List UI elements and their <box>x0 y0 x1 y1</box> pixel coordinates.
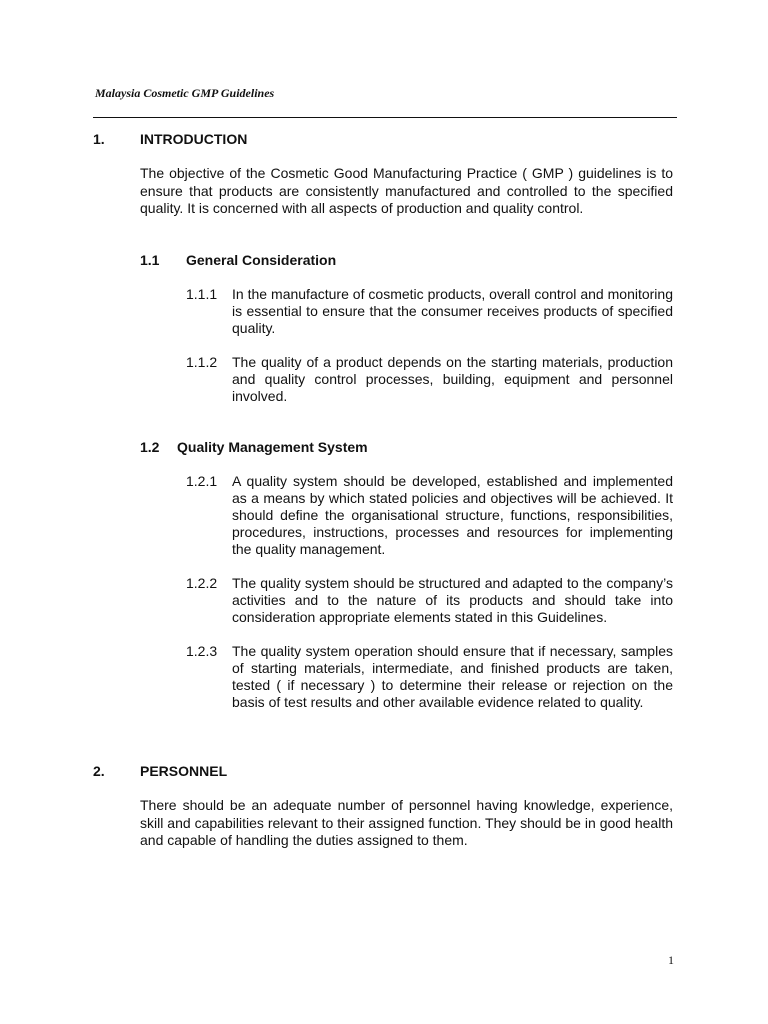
item-number: 1.2.3 <box>186 643 218 659</box>
item-text: The quality system operation should ensure that if necessary, samples of starting materials, intermediate, and finished products are taken, tested ( if necessary ) to determine their release or rejection on the basis of test results and other available evidence related to quality. <box>232 643 673 710</box>
item-text: In the manufacture of cosmetic products, overall control and monitoring is essential to ensure that the consumer receives products of specified quality. <box>232 286 673 336</box>
item-text: A quality system should be developed, established and implemented as a means by which stated policies and objectives will be achieved. It should define the organisational structure, functions, responsibilities, procedures, instructions, processes and resources for implementing the quality management. <box>232 473 673 557</box>
section-title-personnel: PERSONNEL <box>140 763 228 779</box>
section-number-introduction: 1. <box>93 131 105 147</box>
personnel-paragraph: There should be an adequate number of personnel having knowledge, experience, skill and capabilities relevant to their assigned function. They should be in good health and capable of handling the duties assigned to them. <box>140 797 673 848</box>
subsection-number-general-consideration: 1.1 <box>140 252 160 268</box>
header-rule <box>93 117 677 118</box>
subsection-number-quality-management: 1.2 <box>140 439 160 455</box>
running-header: Malaysia Cosmetic GMP Guidelines <box>95 86 275 100</box>
item-number: 1.1.1 <box>186 286 218 302</box>
subsection-title-quality-management: Quality Management System <box>177 439 368 455</box>
page-number: 1 <box>668 953 674 967</box>
item-number: 1.1.2 <box>186 354 218 370</box>
section-number-personnel: 2. <box>93 763 105 779</box>
item-text: The quality of a product depends on the starting materials, production and quality control processes, building, equipment and personnel involved. <box>232 354 673 404</box>
item-text: The quality system should be structured and adapted to the company’s activities and to the nature of its products and should take into consideration appropriate elements stated in this Guidelines. <box>232 575 673 625</box>
item-number: 1.2.1 <box>186 473 218 489</box>
section-title-introduction: INTRODUCTION <box>140 131 248 147</box>
introduction-paragraph: The objective of the Cosmetic Good Manufacturing Practice ( GMP ) guidelines is to ensure that products are consistently manufactured and controlled to the specified quality. It is concerned with all aspects of production and quality control. <box>140 165 673 216</box>
subsection-title-general-consideration: General Consideration <box>186 252 337 268</box>
item-number: 1.2.2 <box>186 575 218 591</box>
